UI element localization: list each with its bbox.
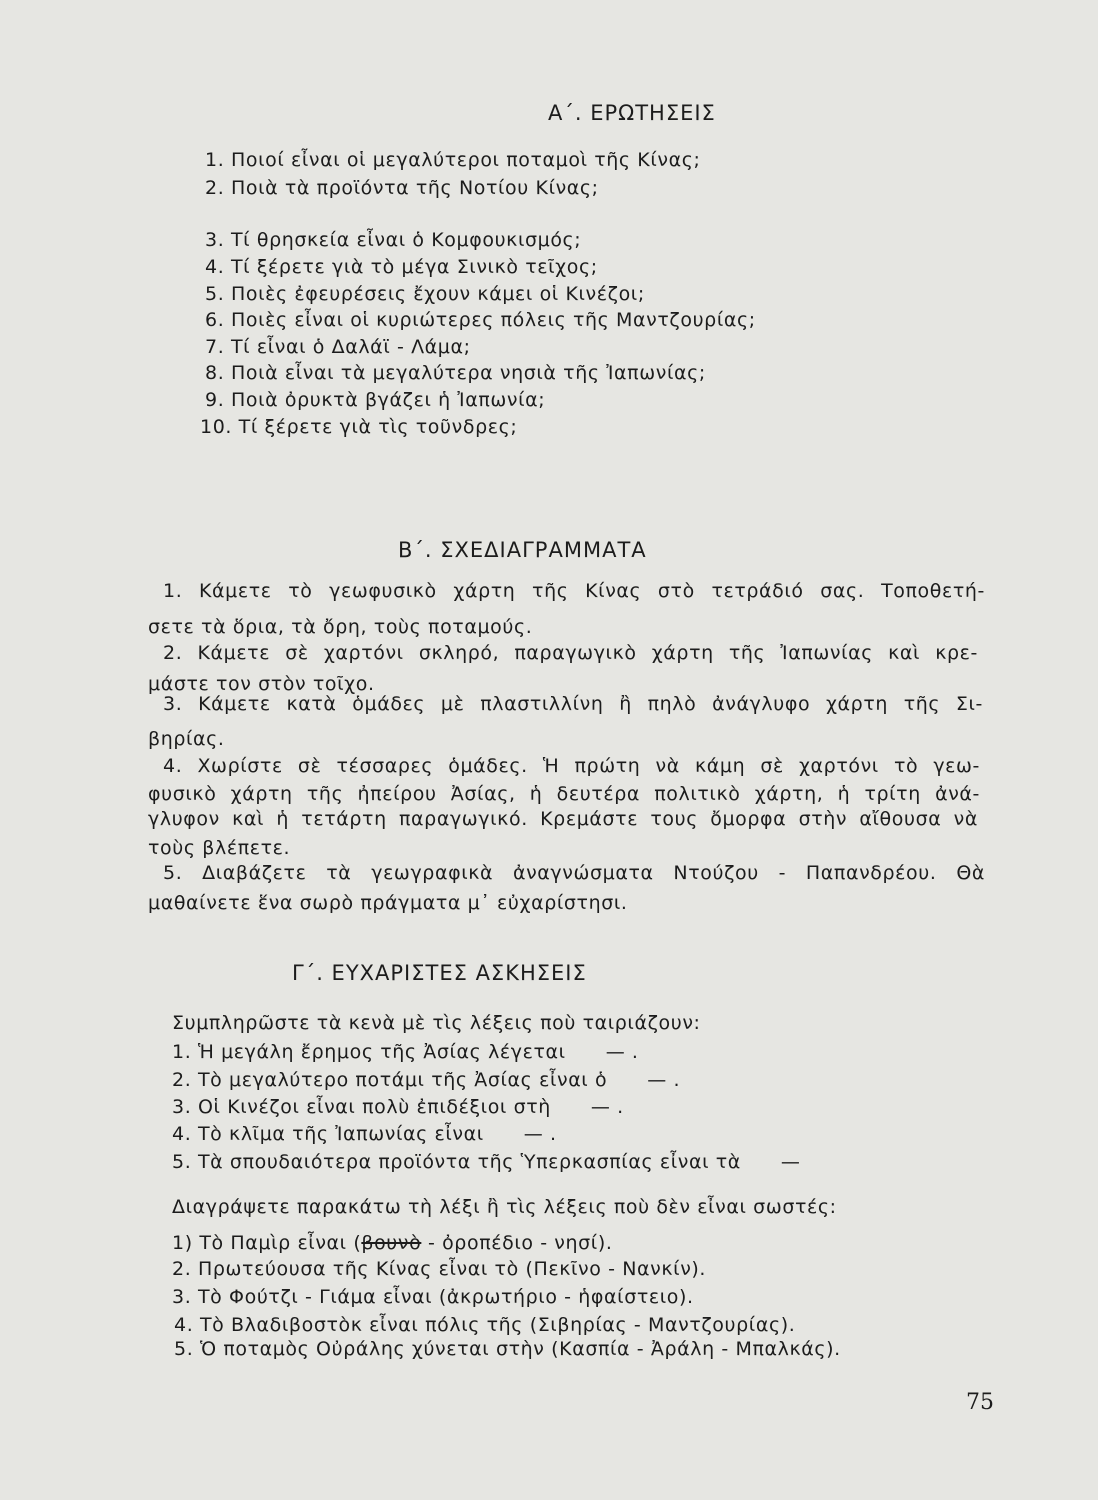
question-item: 6. Ποιὲς εἶναι οἱ κυριώτερες πόλεις τῆς Μαντζουρίας; xyxy=(205,309,756,331)
section-c-title: Γ΄. ΕΥΧΑΡΙΣΤΕΣ ΑΣΚΗΣΕΙΣ xyxy=(292,961,587,985)
strike-item: 5. Ὁ ποταμὸς Οὐράλης χύνεται στὴν (Κασπία - Ἀράλη - Μπαλκάς). xyxy=(174,1338,841,1360)
strike-item: 4. Τὸ Βλαδιβοστὸκ εἶναι πόλις τῆς (Σιβηρίας - Μαντζουρίας). xyxy=(174,1314,796,1336)
strike-intro: Διαγράψετε παρακάτω τὴ λέξι ἢ τὶς λέξεις ποὺ δὲν εἶναι σωστές: xyxy=(172,1196,837,1218)
question-item: 4. Τί ξέρετε γιὰ τὸ μέγα Σινικὸ τεῖχος; xyxy=(205,256,598,278)
diagram-line: τοὺς βλέπετε. xyxy=(148,837,291,859)
question-item: 2. Ποιὰ τὰ προϊόντα τῆς Νοτίου Κίνας; xyxy=(205,177,599,199)
section-b-title: Β΄. ΣΧΕΔΙΑΓΡΑΜΜΑΤΑ xyxy=(398,538,647,562)
question-item: 10. Τί ξέρετε γιὰ τὶς τοῦνδρες; xyxy=(200,416,518,438)
diagram-line: σετε τὰ ὅρια, τὰ ὄρη, τοὺς ποταμούς. xyxy=(148,616,533,638)
fill-item: 5. Τὰ σπουδαιότερα προϊόντα τῆς Ὑπερκασπίας εἶναι τὰ — xyxy=(172,1151,801,1173)
strike-item: 3. Τὸ Φούτζι - Γιάμα εἶναι (ἀκρωτήριο - ἡφαίστειο). xyxy=(172,1286,694,1308)
strike-item: 1) Τὸ Παμὶρ εἶναι (βουνὸ - ὀροπέδιο - νησί). xyxy=(172,1232,613,1254)
diagram-line: βηρίας. xyxy=(148,728,225,750)
question-item: 3. Τί θρησκεία εἶναι ὁ Κομφουκισμός; xyxy=(205,229,582,251)
question-item: 1. Ποιοί εἶναι οἱ μεγαλύτεροι ποταμοὶ τῆς Κίνας; xyxy=(205,149,701,171)
fill-item: 3. Οἱ Κινέζοι εἶναι πολὺ ἐπιδέξιοι στὴ — . xyxy=(172,1096,624,1118)
question-item: 9. Ποιὰ ὀρυκτὰ βγάζει ἡ Ἰαπωνία; xyxy=(205,389,546,411)
diagram-line: 1. Κάμετε τὸ γεωφυσικὸ χάρτη τῆς Κίνας στὸ τετράδιό σας. Τοποθετή- xyxy=(163,580,985,602)
struck-word: βουνὸ xyxy=(361,1232,422,1254)
diagram-line: 3. Κάμετε κατὰ ὁμάδες μὲ πλαστιλλίνη ἢ πηλὸ ἀνάγλυφο χάρτη τῆς Σι- xyxy=(163,693,983,715)
question-item: 7. Τί εἶναι ὁ Δαλάϊ - Λάμα; xyxy=(205,336,471,358)
page-number: 75 xyxy=(966,1390,994,1415)
diagram-line: φυσικὸ χάρτη τῆς ἠπείρου Ἀσίας, ἡ δευτέρα πολιτικὸ χάρτη, ἡ τρίτη ἀνά- xyxy=(148,783,980,805)
diagram-line: 5. Διαβάζετε τὰ γεωγραφικὰ ἀναγνώσματα Ντούζου - Παπανδρέου. Θὰ xyxy=(163,862,985,884)
strike-item: 2. Πρωτεύουσα τῆς Κίνας εἶναι τὸ (Πεκῖνο - Νανκίν). xyxy=(172,1258,707,1280)
section-a-title: Α΄. ΕΡΩΤΗΣΕΙΣ xyxy=(548,101,716,125)
fill-item: 2. Τὸ μεγαλύτερο ποτάμι τῆς Ἀσίας εἶναι ὁ — . xyxy=(172,1069,681,1091)
question-item: 5. Ποιὲς ἐφευρέσεις ἔχουν κάμει οἱ Κινέζοι; xyxy=(205,283,645,305)
fill-item: 4. Τὸ κλῖμα τῆς Ἰαπωνίας εἶναι — . xyxy=(172,1123,557,1145)
fill-item: 1. Ἡ μεγάλη ἔρημος τῆς Ἀσίας λέγεται — . xyxy=(172,1041,639,1063)
diagram-line: 2. Κάμετε σὲ χαρτόνι σκληρό, παραγωγικὸ χάρτη τῆς Ἰαπωνίας καὶ κρε- xyxy=(163,642,978,664)
question-item: 8. Ποιὰ εἶναι τὰ μεγαλύτερα νησιὰ τῆς Ἰαπωνίας; xyxy=(205,362,706,384)
diagram-line: μάστε τον στὸν τοῖχο. xyxy=(148,673,375,695)
diagram-line: μαθαίνετε ἕνα σωρὸ πράγματα μ᾿ εὐχαρίστησι. xyxy=(148,892,628,914)
diagram-line: γλυφον καὶ ἡ τετάρτη παραγωγικό. Κρεμάστε τους ὄμορφα στὴν αἴθουσα νὰ xyxy=(148,808,978,830)
fill-intro: Συμπληρῶστε τὰ κενὰ μὲ τὶς λέξεις ποὺ ταιριάζουν: xyxy=(172,1012,701,1034)
diagram-line: 4. Χωρίστε σὲ τέσσαρες ὁμάδες. Ἡ πρώτη νὰ κάμη σὲ χαρτόνι τὸ γεω- xyxy=(163,755,980,777)
